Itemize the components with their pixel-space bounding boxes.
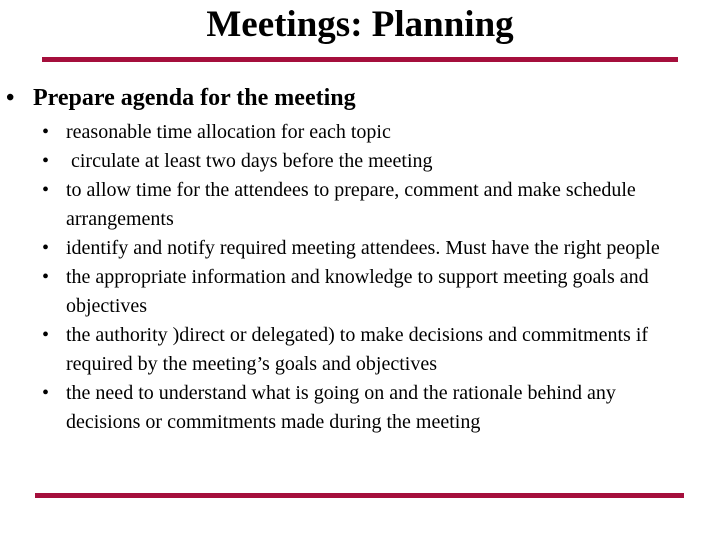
bullet-marker: • [42, 382, 50, 404]
sub-point-item [0, 234, 720, 263]
main-point-text: Prepare agenda for the meeting [33, 85, 356, 111]
sub-point-item [0, 379, 720, 437]
main-bullet-point [0, 83, 720, 113]
sub-point-text: the appropriate information and knowledge to support meeting goals and objectives [66, 266, 649, 317]
bullet-marker: • [42, 179, 50, 201]
sub-point-list [0, 118, 720, 437]
bullet-marker: • [42, 237, 50, 259]
sub-point-item [0, 147, 720, 176]
bullet-marker: • [6, 85, 15, 111]
title-divider [42, 57, 678, 62]
sub-point-text: circulate at least two days before the meeting [66, 150, 433, 172]
bullet-marker: • [42, 150, 50, 172]
sub-point-text: the need to understand what is going on and the rationale behind any decisions or commitments made during the meeting [66, 382, 616, 433]
footer-divider [35, 493, 684, 498]
sub-point-item [0, 321, 720, 379]
sub-point-item [0, 263, 720, 321]
sub-point-text: identify and notify required meeting attendees. Must have the right people [66, 237, 660, 259]
bullet-marker: • [42, 121, 50, 143]
slide-title: Meetings: Planning [206, 4, 514, 45]
sub-point-text: the authority )direct or delegated) to make decisions and commitments if required by the meeting’s goals and objectives [66, 324, 649, 375]
sub-point-item [0, 176, 720, 234]
sub-point-item [0, 118, 720, 147]
bullet-marker: • [42, 266, 50, 288]
sub-point-text: to allow time for the attendees to prepare, comment and make schedule arrangements [66, 179, 636, 230]
bullet-marker: • [42, 324, 50, 346]
sub-point-text: reasonable time allocation for each topic [66, 121, 391, 143]
